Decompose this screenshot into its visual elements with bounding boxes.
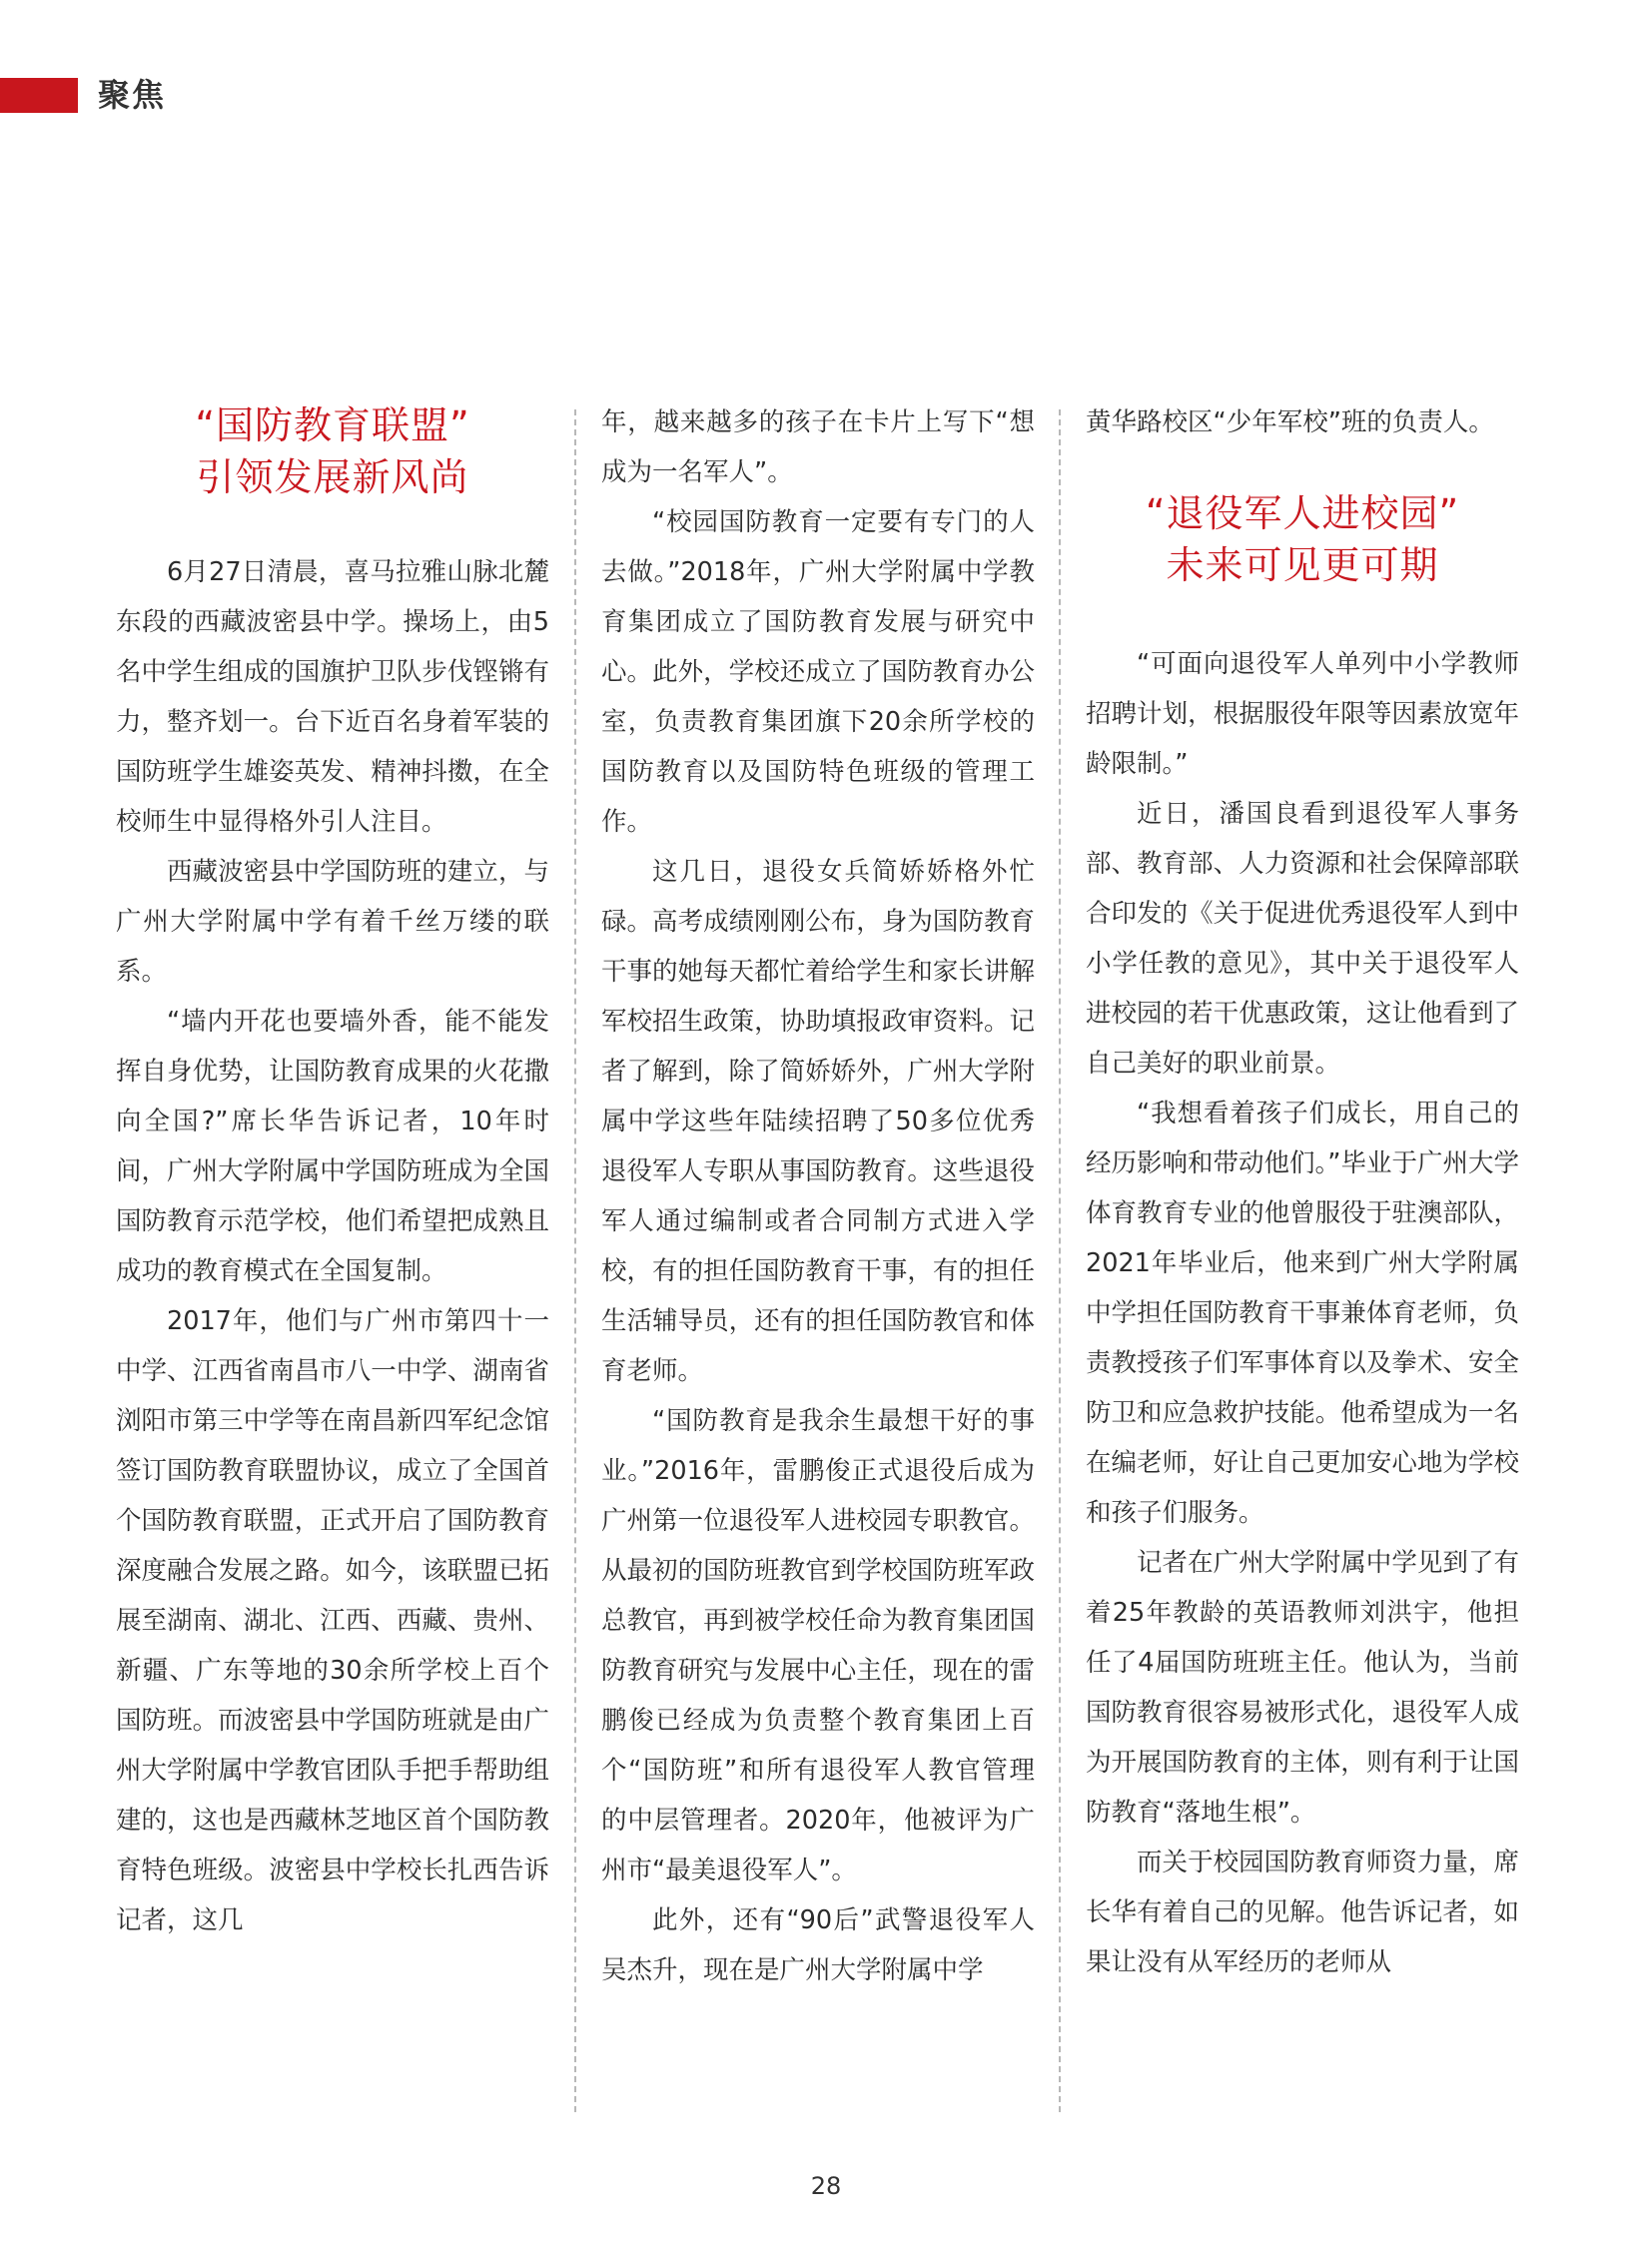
- page-number: 28: [810, 2172, 842, 2200]
- paragraph: 近日，潘国良看到退役军人事务部、教育部、人力资源和社会保障部联合印发的《关于促进优秀退役军人到中小学任教的意见》，其中关于退役军人进校园的若干优惠政策，这让他看到了自己美好的职业前景。: [1086, 799, 1519, 1079]
- paragraph: 记者在广州大学附属中学见到了有着25年教龄的英语教师刘洪宇，他担任了4届国防班班主任。他认为，当前国防教育很容易被形式化，退役军人成为开展国防教育的主体，则有利于让国防教育“落地生根”。: [1086, 1548, 1519, 1828]
- paragraph: 这几日，退役女兵简娇娇格外忙碌。高考成绩刚刚公布，身为国防教育干事的她每天都忙着给学生和家长讲解军校招生政策，协助填报政审资料。记者了解到，除了简娇娇外，广州大学附属中学这些年陆续招聘了50多位优秀退役军人专职从事国防教育。这些退役军人通过编制或者合同制方式进入学校，有的担任国防教育干事，有的担任生活辅导员，还有的担任国防教官和体育老师。: [601, 857, 1035, 1386]
- subheading-line: 引领发展新风尚: [196, 455, 469, 499]
- article-column-2: [601, 397, 1035, 1995]
- paragraph: “可面向退役军人单列中小学教师招聘计划，根据服役年限等因素放宽年龄限制。”: [1086, 649, 1519, 779]
- section-marker-bar: [0, 78, 78, 113]
- subheading-line: “国防教育联盟”: [195, 403, 470, 447]
- article-column-3: [1086, 397, 1519, 1987]
- subheading-veterans: [1086, 487, 1519, 591]
- paragraph: “墙内开花也要墙外香，能不能发挥自身优势，让国防教育成果的火花撒向全国?”席长华告诉记者，10年时间，广州大学附属中学国防班成为全国国防教育示范学校，他们希望把成熟且成功的教育模式在全国复制。: [116, 1007, 549, 1286]
- paragraph: “国防教育是我余生最想干好的事业。”2016年，雷鹏俊正式退役后成为广州第一位退役军人进校园专职教官。从最初的国防班教官到学校国防班军政总教官，再到被学校任命为教育集团国防教育研究与发展中心主任，现在的雷鹏俊已经成为负责整个教育集团上百个“国防班”和所有退役军人教官管理的中层管理者。2020年，他被评为广州市“最美退役军人”。: [601, 1406, 1035, 1885]
- subheading-alliance: [116, 399, 549, 503]
- column-divider-2: [1059, 409, 1061, 2112]
- subheading-line: 未来可见更可期: [1166, 543, 1439, 587]
- paragraph: 6月27日清晨，喜马拉雅山脉北麓东段的西藏波密县中学。操场上，由5名中学生组成的国旗护卫队步伐铿锵有力，整齐划一。台下近百名身着军装的国防班学生雄姿英发、精神抖擞，在全校师生中显得格外引人注目。: [116, 557, 549, 837]
- column-divider-1: [574, 409, 576, 2112]
- paragraph: 而关于校园国防教育师资力量，席长华有着自己的见解。他告诉记者，如果让没有从军经历的老师从: [1086, 1848, 1519, 1977]
- paragraph: “校园国防教育一定要有专门的人去做。”2018年，广州大学附属中学教育集团成立了国防教育发展与研究中心。此外，学校还成立了国防教育办公室，负责教育集团旗下20余所学校的国防教育以及国防特色班级的管理工作。: [601, 507, 1035, 837]
- subheading-line: “退役军人进校园”: [1145, 491, 1460, 535]
- paragraph: 2017年，他们与广州市第四十一中学、江西省南昌市八一中学、湖南省浏阳市第三中学等在南昌新四军纪念馆签订国防教育联盟协议，成立了全国首个国防教育联盟，正式开启了国防教育深度融合发展之路。如今，该联盟已拓展至湖南、湖北、江西、西藏、贵州、新疆、广东等地的30余所学校上百个国防班。而波密县中学国防班就是由广州大学附属中学教官团队手把手帮助组建的，这也是西藏林芝地区首个国防教育特色班级。波密县中学校长扎西告诉记者，这几: [116, 1306, 549, 1935]
- paragraph-continued: 黄华路校区“少年军校”班的负责人。: [1086, 407, 1494, 437]
- paragraph: 西藏波密县中学国防班的建立，与广州大学附属中学有着千丝万缕的联系。: [116, 857, 549, 987]
- paragraph-continued: 年，越来越多的孩子在卡片上写下“想成为一名军人”。: [601, 407, 1035, 487]
- paragraph: “我想看着孩子们成长，用自己的经历影响和带动他们。”毕业于广州大学体育教育专业的他曾服役于驻澳部队，2021年毕业后，他来到广州大学附属中学担任国防教育干事兼体育老师，负责教授孩子们军事体育以及拳术、安全防卫和应急救护技能。他希望成为一名在编老师，好让自己更加安心地为学校和孩子们服务。: [1086, 1099, 1519, 1528]
- article-column-1: [116, 397, 549, 1945]
- paragraph: 此外，还有“90后”武警退役军人吴杰升，现在是广州大学附属中学: [601, 1905, 1035, 1985]
- section-label: 聚焦: [98, 76, 167, 114]
